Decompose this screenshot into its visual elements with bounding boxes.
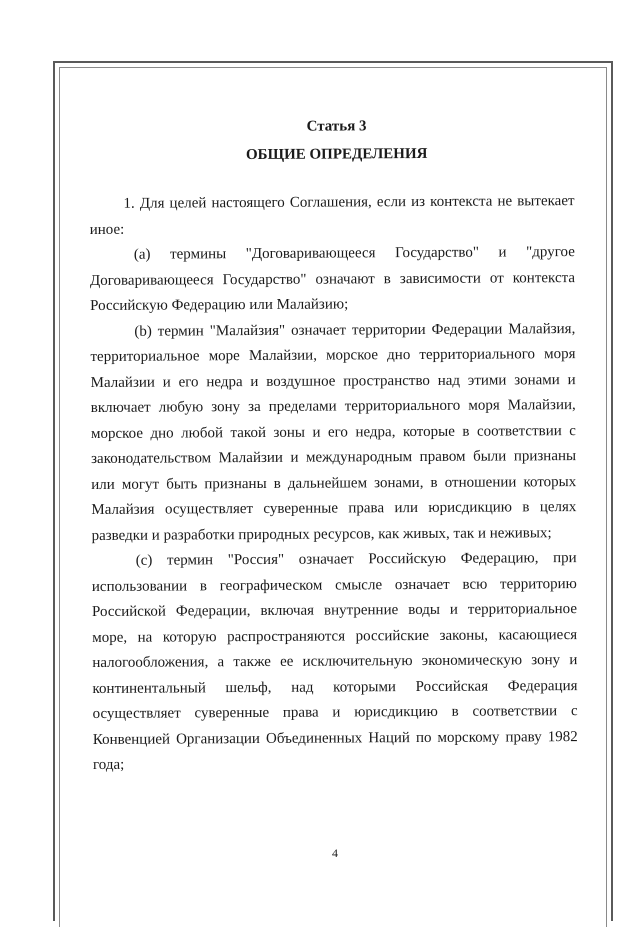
article-number: Статья 3 xyxy=(306,118,367,135)
document-body xyxy=(89,115,578,778)
paragraph-b: (b) термин "Малайзия" означает территории Федерации Малайзия, территориальное море Малайзии, морское дно территориального моря Малайзии и его недра и воздушное пространство над этими зонами и включает любую зону за пределами территориального моря Малайзии, морское дно любой такой зоны и его недра, которые в соответствии с законодательством Малайзии и международным правом были признаны или могут быть признаны в дальнейшем зонами, в отношении которых Малайзия осуществляет суверенные права или юрисдикцию в целях разведки и разработки природных ресурсов, как живых, так и неживых; xyxy=(90,320,577,544)
paragraph-a: (a) термины "Договаривающееся Государство" и "другое Договаривающееся Государство" означают в зависимости от контекста Российскую Федерацию или Малайзию; xyxy=(89,244,576,314)
paragraph-c: (c) термин "Россия" означает Российскую Федерацию, при использовании в географическом смысле означает всю территорию Российской Федерации, включая внутренние воды и территориальное море, на которую распространяются российские законы, касающиеся налогообложения, а также ее исключительную экономическую зону и континентальный шельф, над которыми Российская Федерация осуществляет суверенные права и юрисдикцию в соответствии с Конвенцией Организации Объединенных Наций по морскому праву 1982 года; xyxy=(91,550,578,773)
article-title: ОБЩИЕ ОПРЕДЕЛЕНИЯ xyxy=(245,145,428,164)
page-number: 4 xyxy=(332,846,338,860)
paragraph-1: 1. Для целей настоящего Соглашения, если из контекста не вытекает иное: xyxy=(89,193,575,238)
